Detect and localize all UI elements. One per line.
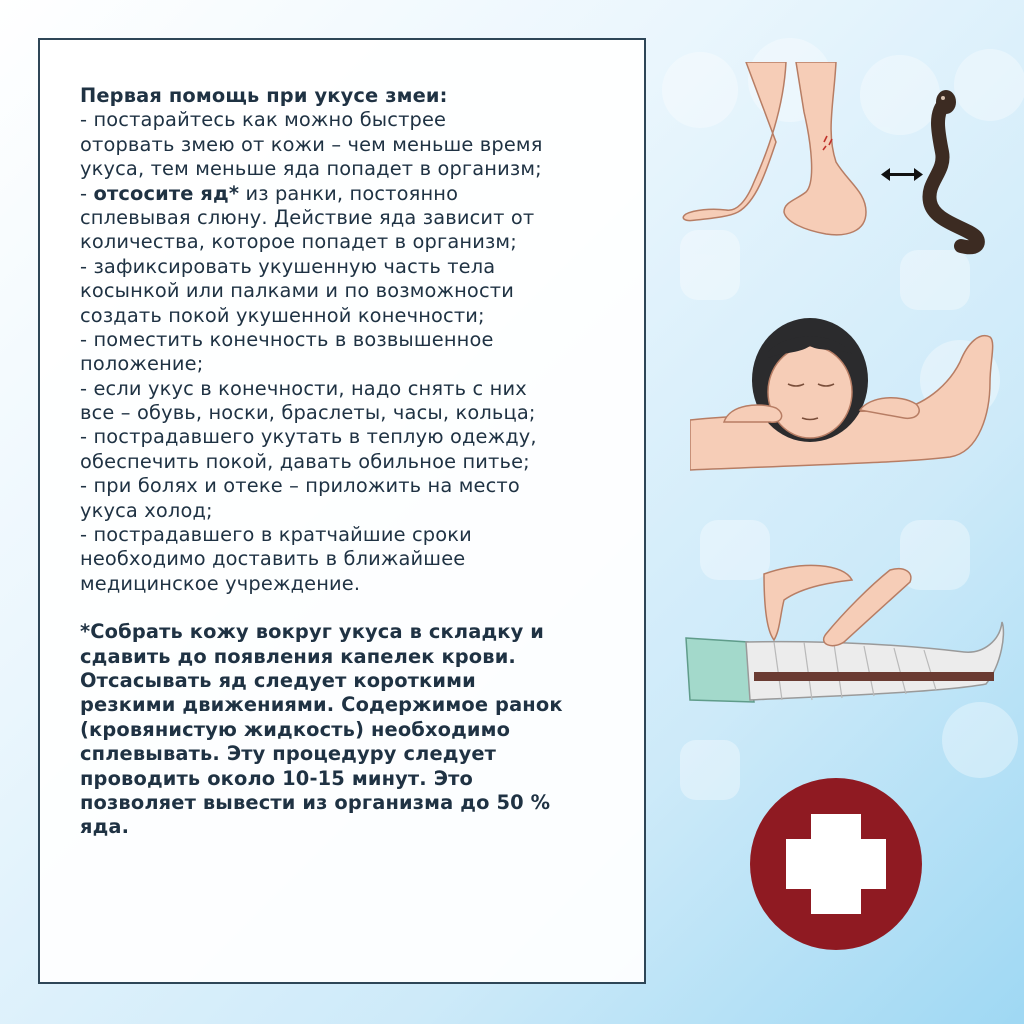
text-content <box>80 84 620 840</box>
footnote-line: *Собрать кожу вокруг укуса в складку и <box>80 620 545 644</box>
instruction-line: все – обувь, носки, браслеты, часы, кольца; <box>80 401 536 425</box>
splint-illustration <box>684 560 1014 720</box>
footnote-line: сплевывать. Эту процедуру следует <box>80 742 497 766</box>
helper-hands <box>764 565 911 645</box>
instructions-part-1 <box>80 108 620 181</box>
instruction-line: - если укус в конечности, надо снять с них <box>80 376 527 400</box>
footnote-line: сдавить до появления капелек крови. <box>80 644 516 668</box>
footnote-line: Отсасывать яд следует короткими <box>80 668 476 692</box>
suction-illustration <box>690 292 1010 492</box>
instruction-line: укуса холод; <box>80 498 213 522</box>
shorts <box>686 638 754 702</box>
instruction-line: количества, которое попадет в организм; <box>80 230 517 254</box>
instruction-line: - поместить конечность в возвышенное <box>80 327 494 351</box>
instruction-line: сплевывая слюну. Действие яда зависит от <box>80 205 535 229</box>
medical-cross-icon <box>748 776 924 952</box>
suction-prefix: - <box>80 181 94 205</box>
heading: Первая помощь при укусе змеи: <box>80 84 448 107</box>
instructions-part-2 <box>80 206 620 596</box>
instruction-line: обеспечить покой, давать обильное питье; <box>80 449 530 473</box>
instruction-line: необходимо доставить в ближайшее <box>80 547 466 571</box>
footnote-line: резкими движениями. Содержимое ранок <box>80 693 563 717</box>
suction-line <box>80 182 620 206</box>
spacer <box>80 596 620 620</box>
footnote-line: проводить около 10-15 минут. Это <box>80 766 473 790</box>
footnote-line: позволяет вывести из организма до 50 % <box>80 790 551 814</box>
snake-bite-illustration <box>676 62 1006 262</box>
instruction-line: - при болях и отеке – приложить на место <box>80 474 520 498</box>
footnote-line: (кровянистую жидкость) необходимо <box>80 717 511 741</box>
instruction-line: - пострадавшего в кратчайшие сроки <box>80 523 472 547</box>
instruction-line: медицинское учреждение. <box>80 571 361 595</box>
instruction-line: косынкой или палками и по возможности <box>80 279 514 303</box>
footnote-line: яда. <box>80 815 130 839</box>
snake <box>929 90 977 247</box>
splint-stick <box>754 672 994 681</box>
instruction-line: - зафиксировать укушенную часть тела <box>80 254 496 278</box>
instruction-line: - постарайтесь как можно быстрее <box>80 108 447 132</box>
instruction-line: создать покой укушенной конечности; <box>80 303 485 327</box>
instruction-line: положение; <box>80 352 204 376</box>
suction-bold: отсосите яд* <box>93 181 240 205</box>
legs <box>683 62 866 235</box>
instruction-line: оторвать змею от кожи – чем меньше время <box>80 132 543 156</box>
double-arrow-icon <box>881 168 923 181</box>
instruction-line: укуса, тем меньше яда попадет в организм; <box>80 157 542 181</box>
suction-rest: из ранки, постоянно <box>239 181 459 205</box>
footnote <box>80 620 620 840</box>
bandaged-leg <box>746 622 1003 700</box>
text-card <box>38 38 646 984</box>
instruction-line: - пострадавшего укутать в теплую одежду, <box>80 425 537 449</box>
head <box>752 318 868 442</box>
